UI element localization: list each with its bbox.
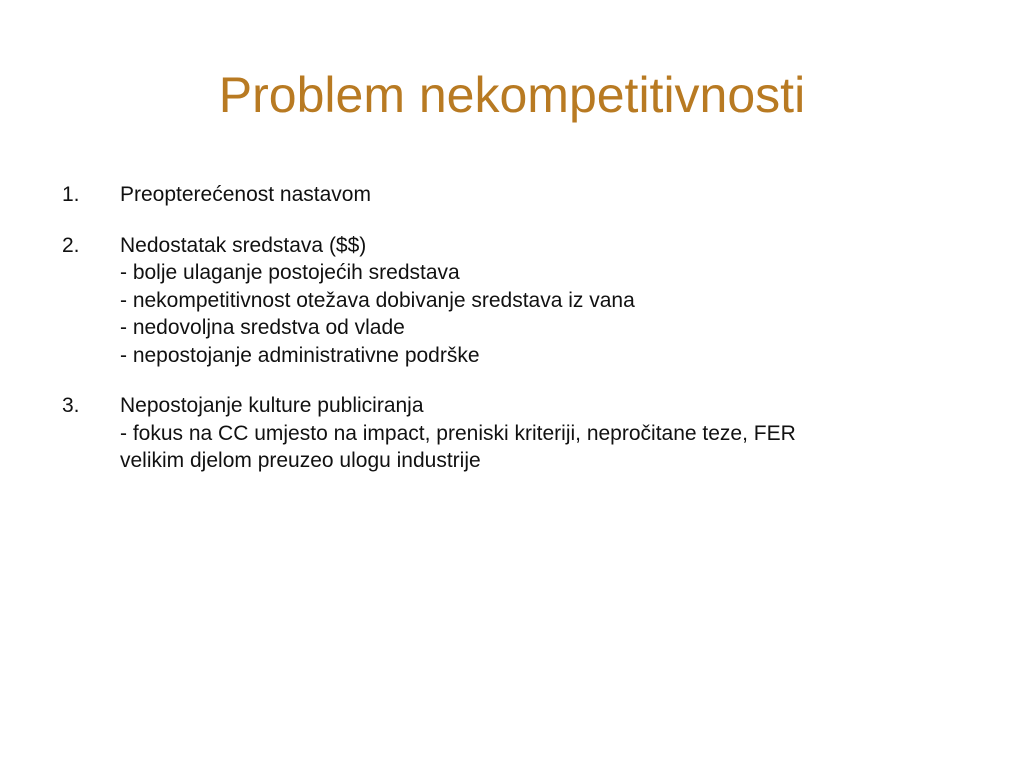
list-item-subpoint: - nepostojanje administrativne podrške xyxy=(120,343,480,367)
slide-title: Problem nekompetitivnosti xyxy=(218,67,806,123)
list-item-heading: Preopterećenost nastavom xyxy=(120,183,371,206)
list-item-number: 3. xyxy=(62,394,80,417)
list-item-subpoint: - fokus na CC umjesto na impact, preniski kriteriji, nepročitane teze, FER xyxy=(120,421,796,445)
list-item-number: 1. xyxy=(62,183,80,206)
list-item-subpoint-continuation: velikim djelom preuzeo ulogu industrije xyxy=(120,449,481,472)
list-item-subpoint: - nekompetitivnost otežava dobivanje sredstava iz vana xyxy=(120,288,635,312)
list-item-heading: Nepostojanje kulture publiciranja xyxy=(120,394,424,417)
list-item-subpoint: - bolje ulaganje postojećih sredstava xyxy=(120,261,460,284)
numbered-list xyxy=(62,181,982,498)
list-item xyxy=(62,181,982,209)
list-item-subpoint: - nedovoljna sredstva od vlade xyxy=(120,316,405,339)
list-item-heading: Nedostatak sredstava ($$) xyxy=(120,233,367,257)
list-item-number: 2. xyxy=(62,233,80,257)
list-item xyxy=(62,232,982,370)
list-item xyxy=(62,392,982,475)
